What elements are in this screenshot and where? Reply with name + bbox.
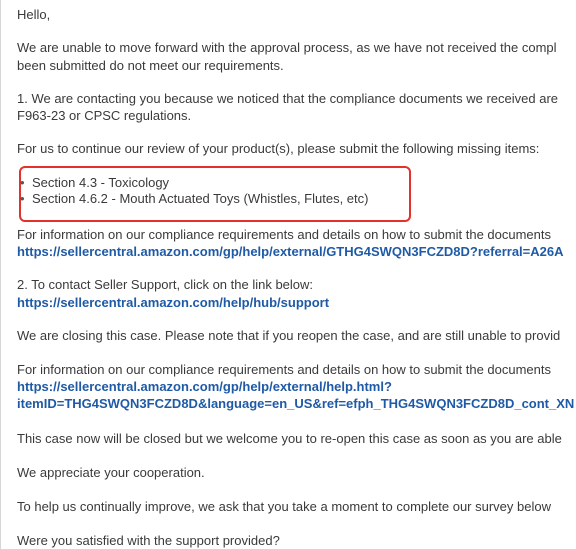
seller-support-link[interactable]: https://sellercentral.amazon.com/help/hub/support <box>17 295 330 310</box>
bullet-icon: • <box>20 191 25 206</box>
closing-line: We are closing this case. Please note that if you reopen the case, and are still unable to provid <box>17 328 561 343</box>
missing-item-label: Section 4.3 - Toxicology <box>32 175 170 190</box>
paragraph-approval-line-1: We are unable to move forward with the approval process, as we have not received the compl <box>17 40 557 55</box>
compliance-link-2-line-2[interactable]: itemID=THG4SWQN3FCZD8D&language=en_US&ref=efph_THG4SWQN3FCZD8D_cont_XN <box>17 396 575 411</box>
info-line-2: For information on our compliance requirements and details on how to submit the documents <box>17 362 552 377</box>
appreciate-line: We appreciate your cooperation. <box>17 465 205 480</box>
missing-items-list <box>20 175 368 207</box>
paragraph-approval-line-2: been submitted do not meet our requirements. <box>17 58 284 73</box>
review-request-line: For us to continue our review of your product(s), please submit the following missing items: <box>17 141 540 156</box>
item-2-line: 2. To contact Seller Support, click on the link below: <box>17 277 314 292</box>
list-item <box>20 175 368 191</box>
satisfied-question: Were you satisfied with the support provided? <box>17 533 280 548</box>
info-line-1: For information on our compliance requirements and details on how to submit the documents <box>17 227 552 242</box>
missing-item-label: Section 4.6.2 - Mouth Actuated Toys (Whistles, Flutes, etc) <box>32 191 369 206</box>
bullet-icon: • <box>20 175 25 190</box>
compliance-link-2-line-1[interactable]: https://sellercentral.amazon.com/gp/help/external/help.html? <box>17 379 392 394</box>
survey-line: To help us continually improve, we ask that you take a moment to complete our survey below <box>17 499 551 514</box>
list-item <box>20 191 368 207</box>
item-1-line-1: 1. We are contacting you because we noticed that the compliance documents we received are <box>17 91 559 106</box>
case-closed-line: This case now will be closed but we welcome you to re-open this case as soon as you are able <box>17 431 562 446</box>
greeting: Hello, <box>17 7 51 22</box>
compliance-link-1[interactable]: https://sellercentral.amazon.com/gp/help/external/GTHG4SWQN3FCZD8D?referral=A26A <box>17 244 564 259</box>
item-1-line-2: F963-23 or CPSC regulations. <box>17 108 192 123</box>
